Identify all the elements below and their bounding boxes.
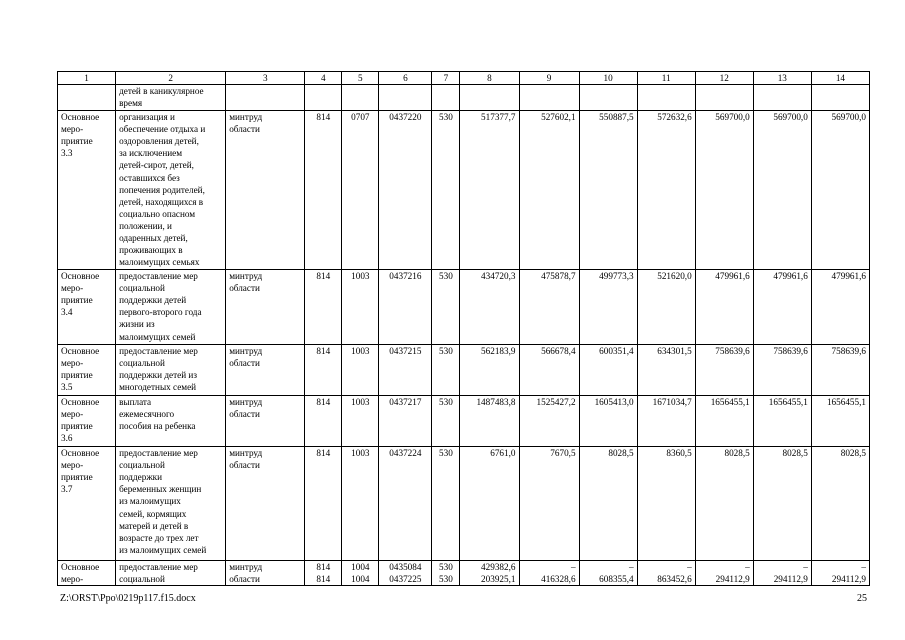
grbs-code: 814: [305, 396, 342, 447]
value-2015: 527602,1: [519, 111, 579, 270]
value-2015: [519, 85, 579, 111]
value-2020: 758639,6: [811, 345, 869, 396]
column-header-10: 10: [579, 72, 637, 85]
target-code: [379, 85, 432, 111]
value-2014: 562183,9: [460, 345, 519, 396]
column-header-5: 5: [342, 72, 379, 85]
executor: минтруд области: [226, 270, 305, 345]
budget-table: [57, 71, 870, 586]
column-header-6: 6: [379, 72, 432, 85]
section-code: 0707: [342, 111, 379, 270]
expense-type: [432, 85, 460, 111]
value-2019: 8028,5: [753, 447, 811, 561]
value-2015: – 416328,6: [519, 561, 579, 586]
value-2016: 600351,4: [579, 345, 637, 396]
value-2018: 8028,5: [695, 447, 753, 561]
value-2015: 1525427,2: [519, 396, 579, 447]
executor: минтруд области: [226, 561, 305, 586]
activity-label: Основное меро- приятие 3.5: [58, 345, 116, 396]
column-header-2: 2: [116, 72, 226, 85]
activity-label: [58, 85, 116, 111]
executor: [226, 85, 305, 111]
value-2020: 479961,6: [811, 270, 869, 345]
column-header-7: 7: [432, 72, 460, 85]
column-header-4: 4: [305, 72, 342, 85]
value-2017: 572632,6: [637, 111, 695, 270]
value-2020: 1656455,1: [811, 396, 869, 447]
value-2014: 429382,6 203925,1: [460, 561, 519, 586]
value-2020: 569700,0: [811, 111, 869, 270]
value-2018: 1656455,1: [695, 396, 753, 447]
description: предоставление мер социальной поддержки детей из многодетных семей: [116, 345, 226, 396]
value-2017: 634301,5: [637, 345, 695, 396]
executor: минтруд области: [226, 447, 305, 561]
column-header-11: 11: [637, 72, 695, 85]
table-row: [58, 111, 870, 270]
table-row: [58, 447, 870, 561]
value-2016: 1605413,0: [579, 396, 637, 447]
section-code: 1003: [342, 270, 379, 345]
section-code: [342, 85, 379, 111]
column-header-8: 8: [460, 72, 519, 85]
table-row: [58, 396, 870, 447]
table-row: [58, 270, 870, 345]
description: предоставление мер социальной поддержки детей первого-второго года жизни из малоимущих семей: [116, 270, 226, 345]
grbs-code: 814: [305, 345, 342, 396]
value-2019: 758639,6: [753, 345, 811, 396]
table-row: [58, 561, 870, 586]
executor: минтруд области: [226, 111, 305, 270]
grbs-code: 814 814: [305, 561, 342, 586]
column-header-3: 3: [226, 72, 305, 85]
value-2017: [637, 85, 695, 111]
value-2020: 8028,5: [811, 447, 869, 561]
activity-label: Основное меро- приятие 3.3: [58, 111, 116, 270]
value-2020: – 294112,9: [811, 561, 869, 586]
table-body: [58, 72, 870, 586]
executor: минтруд области: [226, 396, 305, 447]
grbs-code: 814: [305, 447, 342, 561]
section-code: 1003: [342, 396, 379, 447]
value-2014: 1487483,8: [460, 396, 519, 447]
value-2016: – 608355,4: [579, 561, 637, 586]
value-2019: – 294112,9: [753, 561, 811, 586]
table-row: [58, 85, 870, 111]
column-header-12: 12: [695, 72, 753, 85]
column-header-14: 14: [811, 72, 869, 85]
expense-type: 530: [432, 111, 460, 270]
executor: минтруд области: [226, 345, 305, 396]
activity-label: Основное меро- приятие 3.6: [58, 396, 116, 447]
value-2019: [753, 85, 811, 111]
value-2018: 479961,6: [695, 270, 753, 345]
value-2020: [811, 85, 869, 111]
activity-label: Основное меро-: [58, 561, 116, 586]
column-header-9: 9: [519, 72, 579, 85]
section-code: 1003: [342, 345, 379, 396]
value-2017: 1671034,7: [637, 396, 695, 447]
value-2014: 517377,7: [460, 111, 519, 270]
section-code: 1004 1004: [342, 561, 379, 586]
description: выплата ежемесячного пособия на ребенка: [116, 396, 226, 447]
section-code: 1003: [342, 447, 379, 561]
target-code: 0435084 0437225: [379, 561, 432, 586]
grbs-code: 814: [305, 270, 342, 345]
value-2016: 499773,3: [579, 270, 637, 345]
value-2016: 8028,5: [579, 447, 637, 561]
value-2019: 1656455,1: [753, 396, 811, 447]
target-code: 0437217: [379, 396, 432, 447]
target-code: 0437215: [379, 345, 432, 396]
value-2015: 566678,4: [519, 345, 579, 396]
expense-type: 530: [432, 270, 460, 345]
target-code: 0437220: [379, 111, 432, 270]
value-2017: 8360,5: [637, 447, 695, 561]
column-header-1: 1: [58, 72, 116, 85]
table-row: [58, 345, 870, 396]
description: организация и обеспечение отдыха и оздоровления детей, за исключением детей-сирот, детей, оставшихся без попечения родителей, детей, находящихся в социально опасном положении, и одаренных детей, проживающих в малоимущих семьях: [116, 111, 226, 270]
target-code: 0437224: [379, 447, 432, 561]
expense-type: 530: [432, 396, 460, 447]
column-header-13: 13: [753, 72, 811, 85]
value-2017: – 863452,6: [637, 561, 695, 586]
value-2017: 521620,0: [637, 270, 695, 345]
value-2018: 569700,0: [695, 111, 753, 270]
grbs-code: 814: [305, 111, 342, 270]
value-2018: [695, 85, 753, 111]
expense-type: 530: [432, 345, 460, 396]
value-2019: 479961,6: [753, 270, 811, 345]
description: предоставление мер социальной: [116, 561, 226, 586]
expense-type: 530 530: [432, 561, 460, 586]
description: предоставление мер социальной поддержки беременных женщин из малоимущих семей, кормящих матерей и детей в возрасте до трех лет из малоимущих семей: [116, 447, 226, 561]
header-row: [58, 72, 870, 85]
activity-label: Основное меро- приятие 3.7: [58, 447, 116, 561]
value-2018: 758639,6: [695, 345, 753, 396]
value-2015: 475878,7: [519, 270, 579, 345]
expense-type: 530: [432, 447, 460, 561]
description: детей в каникулярное время: [116, 85, 226, 111]
value-2014: 434720,3: [460, 270, 519, 345]
activity-label: Основное меро- приятие 3.4: [58, 270, 116, 345]
value-2019: 569700,0: [753, 111, 811, 270]
value-2018: – 294112,9: [695, 561, 753, 586]
file-path: Z:\ORST\Ppo\0219p117.f15.docx: [60, 593, 196, 604]
value-2014: 6761,0: [460, 447, 519, 561]
grbs-code: [305, 85, 342, 111]
target-code: 0437216: [379, 270, 432, 345]
value-2016: 550887,5: [579, 111, 637, 270]
value-2015: 7670,5: [519, 447, 579, 561]
value-2014: [460, 85, 519, 111]
value-2016: [579, 85, 637, 111]
page-number: 25: [857, 593, 867, 604]
